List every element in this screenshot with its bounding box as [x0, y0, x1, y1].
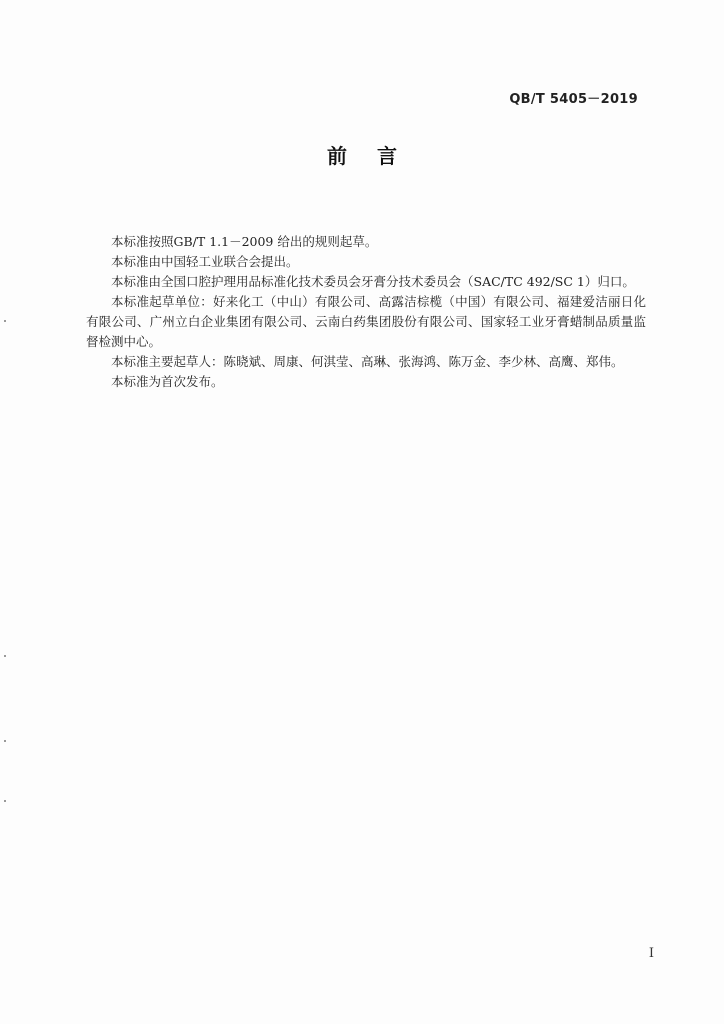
paragraph-proposer: 本标准由中国轻工业联合会提出。: [111, 254, 299, 269]
paragraph-drafters: 本标准主要起草人：陈晓斌、周康、何淇莹、高琳、张海鸿、陈万金、李少林、高鹰、郑伟。: [111, 354, 624, 369]
foreword-body: [86, 232, 646, 392]
title-char-2: 言: [377, 144, 397, 168]
scan-edge-mark: [4, 320, 6, 322]
scan-edge-mark: [4, 800, 6, 802]
title-char-1: 前: [327, 144, 347, 168]
scan-edge-mark: [4, 655, 6, 657]
paragraph-drafting-units: 本标准起草单位：好来化工（中山）有限公司、高露洁棕榄（中国）有限公司、福建爱洁丽日化有限公司、广州立白企业集团有限公司、云南白药集团股份有限公司、国家轻工业牙膏蜡制品质量监督检测中心。: [86, 294, 646, 349]
paragraph-first-release: 本标准为首次发布。: [111, 374, 224, 389]
page-title: [0, 140, 724, 169]
scan-edge-mark: [4, 740, 6, 742]
paragraph-drafting-rules: 本标准按照GB/T 1.1－2009 给出的规则起草。: [111, 234, 378, 249]
paragraph-committee: 本标准由全国口腔护理用品标准化技术委员会牙膏分技术委员会（SAC/TC 492/SC 1）归口。: [111, 274, 635, 289]
standard-code: QB/T 5405－2019: [509, 92, 638, 107]
page-number: I: [648, 946, 654, 961]
